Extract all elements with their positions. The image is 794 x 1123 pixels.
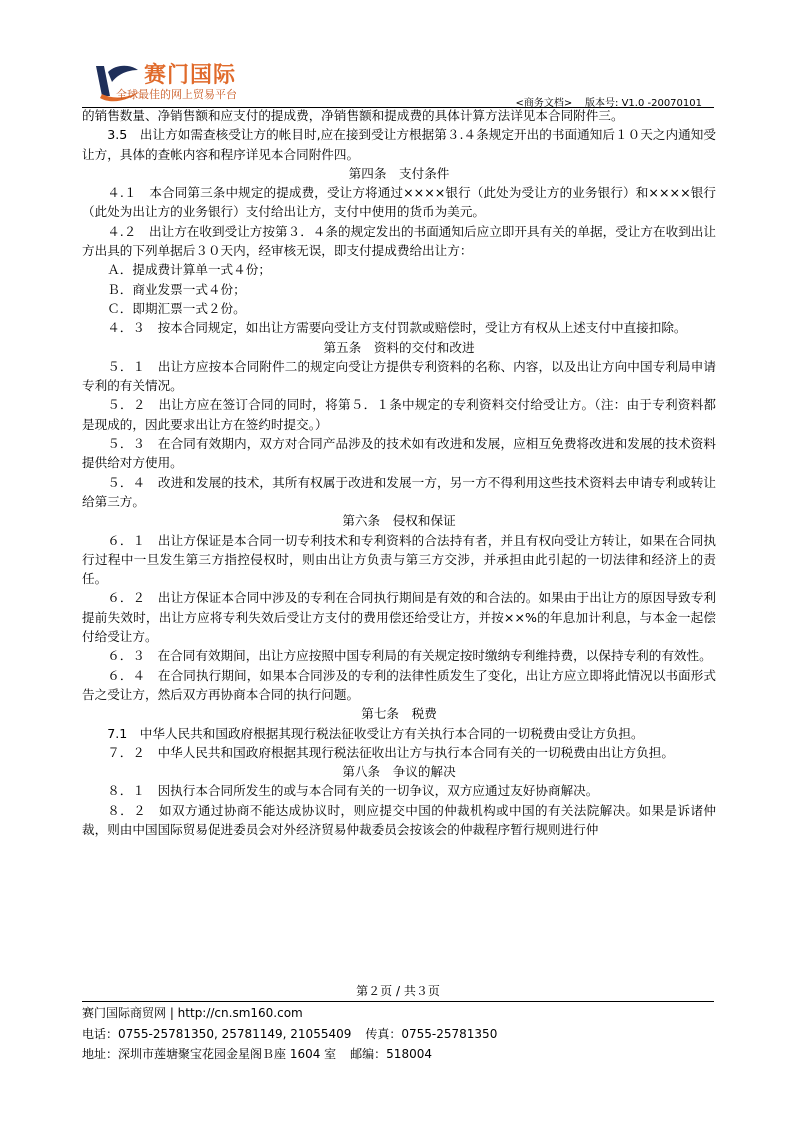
section-heading: 第四条 支付条件 — [348, 165, 450, 181]
contract-paragraph: ７．２ 中华人民共和国政府根据其现行税法征收出让方与执行本合同有关的一切税费由出让方负担。 — [107, 744, 674, 760]
contract-paragraph: ８．２ 如双方通过协商不能达成协议时，则应提交中国的仲裁机构或中国的有关法院解决。如果是诉诸仲裁，则由中国国际贸易促进委员会对外经济贸易仲裁委员会按该会的仲裁程序暂行规则进行仲 — [82, 802, 716, 837]
contract-paragraph: ５．２ 出让方应在签订合同的同时，将第５．１条中规定的专利资料交付给受让方。（注：由于专利资料都是现成的，因此要求出让方在签约时提交。） — [82, 397, 716, 432]
contract-paragraph: Ａ．提成费计算单一式４份； — [107, 262, 271, 278]
section-heading: 第七条 税费 — [361, 706, 437, 722]
footer-site: 赛门国际商贸网 | http://cn.sm160.com — [82, 1006, 303, 1020]
doc-label: <商务文档> — [515, 98, 573, 109]
footer-phone: 电话：0755-25781350, 25781149, 21055409 — [82, 1026, 352, 1041]
footer-contact — [82, 1024, 714, 1045]
contract-paragraph: ４.２ 出让方在收到受让方按第３．４条的规定发出的书面通知后应立即开具有关的单据，受让方在收到出让方出具的下列单据后３０天内，经审核无误，即支付提成费给出让方： — [82, 223, 716, 259]
contract-paragraph: Ｃ．即期汇票一式２份。 — [107, 300, 246, 316]
footer-address: 地址：深圳市莲塘聚宝花园金星阁Ｂ座 1604 室 — [82, 1047, 337, 1061]
section-heading: 第六条 侵权和保证 — [342, 513, 456, 529]
contract-body — [82, 106, 716, 839]
contract-paragraph: 7.1 中华人民共和国政府根据其现行税法征收受让方有关执行本合同的一切税费由受让方负担。 — [107, 725, 644, 741]
logo-slogan: 全球最佳的网上贸易平台 — [116, 88, 237, 101]
page-footer — [82, 1003, 714, 1065]
contract-paragraph: ５．１ 出让方应按本合同附件二的规定向受让方提供专利资料的名称、内容，以及出让方向中国专利局申请专利的有关情况。 — [82, 358, 716, 394]
contract-paragraph: Ｂ．商业发票一式４份； — [107, 281, 246, 297]
page-number: 第２页 / 共３页 — [356, 984, 440, 998]
contract-paragraph: ５．４ 改进和发展的技术，其所有权属于改进和发展一方，另一方不得利用这些技术资料去申请专利或转让给第三方。 — [82, 474, 716, 509]
contract-paragraph: 3.5 出让方如需查核受让方的帐目时,应在接到受让方根据第３.４条规定开出的书面通知后１０天之内通知受让方，具体的查帐内容和程序详见本合同附件四。 — [82, 127, 716, 162]
logo-title: 赛门国际 — [144, 63, 237, 88]
footer-fax: 传真：0755-25781350 — [365, 1026, 498, 1041]
version-number: 版本号: V1.0 -20070101 — [585, 98, 702, 109]
contract-paragraph: ４.１ 本合同第三条中规定的提成费，受让方将通过××××银行（此处为受让方的业务银行）和××××银行（此处为出让方的业务银行）支付给出让方，支付中使用的货币为美元。 — [82, 185, 716, 220]
contract-paragraph: ５．３ 在合同有效期内，双方对合同产品涉及的技术如有改进和发展，应相互免费将改进和发展的技术资料提供给对方使用。 — [82, 436, 716, 471]
contract-paragraph: ４．３ 按本合同规定，如出让方需要向受让方支付罚款或赔偿时，受让方有权从上述支付中直接扣除。 — [107, 320, 687, 336]
contract-paragraph: ６．１ 出让方保证是本合同一切专利技术和专利资料的合法持有者，并且有权向受让方转让，如果在合同执行过程中一旦发生第三方指控侵权时，则由出让方负责与第三方交涉，并承担由此引起的一切法律和经济上的责任。 — [82, 532, 716, 587]
contract-paragraph: ６．３ 在合同有效期间，出让方应按照中国专利局的有关规定按时缴纳专利维持费，以保持专利的有效性。 — [107, 648, 712, 664]
contract-paragraph: ８．１ 因执行本合同所发生的或与本合同有关的一切争议，双方应通过友好协商解决。 — [107, 783, 599, 799]
contract-paragraph: ６．２ 出让方保证本合同中涉及的专利在合同执行期间是有效的和合法的。如果由于出让方的原因导致专利提前失效时，出让方应将专利失效后受让方支付的费用偿还给受让方，并按××%的年息加计利息，与本金一起偿付给受让方。 — [82, 590, 716, 645]
contract-paragraph: ６．４ 在合同执行期间，如果本合同涉及的专利的法律性质发生了变化，出让方应立即将此情况以书面形式告之受让方，然后双方再协商本合同的执行问题。 — [82, 667, 716, 702]
section-heading: 第五条 资料的交付和改进 — [323, 339, 475, 355]
footer-location — [82, 1044, 714, 1065]
page-header — [82, 56, 714, 108]
contract-paragraph: 的销售数量、净销售额和应支付的提成费，净销售额和提成费的具体计算方法详见本合同附件三。 — [82, 108, 624, 123]
footer-divider — [82, 1001, 714, 1002]
footer-postcode: 邮编：518004 — [350, 1047, 432, 1061]
section-heading: 第八条 争议的解决 — [342, 764, 456, 780]
